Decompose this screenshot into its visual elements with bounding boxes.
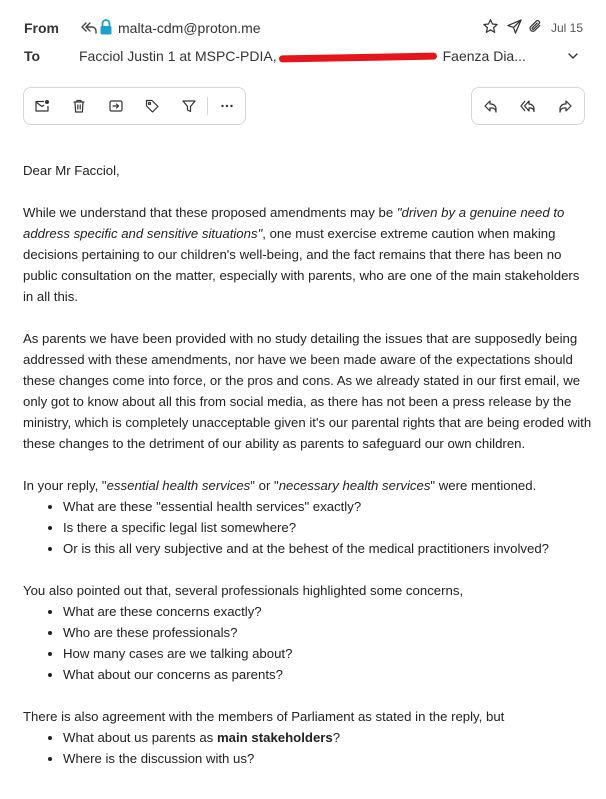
filter-button[interactable] [171,88,208,124]
email-date: Jul 15 [551,21,584,35]
recipients-list[interactable] [79,48,526,64]
list-item: • How many cases are we talking about? [63,643,593,664]
message-actions-toolbar [23,87,246,125]
list-item: • Who are these professionals? [63,622,593,643]
reply-all-icon [520,98,536,114]
redacted-recipient [279,52,437,62]
filter-icon [181,98,197,114]
label-icon [144,98,160,114]
reply-all-button[interactable] [509,88,546,124]
recipient-1[interactable]: Facciol Justin 1 at MSPC-PDIA, [79,48,277,64]
lock-icon [99,18,113,36]
mark-unread-button[interactable] [24,88,61,124]
from-row [0,16,606,40]
paragraph-2: As parents we have been provided with no study detailing the issues that are supposedly being addressed with these amendments, nor have we been made aware of the expectations should these changes come into force, or the pros and cons. As we already stated in our first email, we only got to know about all this from social media, as there has not been a press release by the ministry, which is completely unacceptable given it's our parental rights that are being eroded with these changes to the detriment of our ability as parents to safeguard our own children. [23,331,592,451]
email-body [23,160,593,769]
list-item: • Is there a specific legal list somewhere? [63,517,593,538]
greeting: Dear Mr Facciol, [23,163,120,178]
trash-icon [71,98,87,114]
chevron-down-icon[interactable] [566,50,580,62]
label-button[interactable] [134,88,171,124]
quoted-phrase: "driven by a genuine need to address specific and sensitive situations" [23,205,565,241]
paragraph-1: While we understand that these proposed amendments may be "driven by a genuine need to address specific and sensitive situations", one must exercise extreme caution when making decisions pertaining to our children's well-being, and the fact remains that there has been no public consultation on the matter, especially with parents, who are one of the main stakeholders in all this. [23,205,580,304]
reply-icon [483,98,499,114]
move-to-folder-icon [108,98,124,114]
question-list-2 [23,601,593,685]
paragraph-3: In your reply, "essential health services" or "necessary health services" were mentioned. [23,478,537,493]
from-label: From [24,20,59,36]
forward-icon [557,98,573,114]
list-item: • What are these concerns exactly? [63,601,593,622]
more-actions-button[interactable] [208,88,245,124]
to-label: To [24,48,41,64]
more-icon [219,98,235,114]
sender-email[interactable]: malta-cdm@proton.me [118,20,261,36]
attachment-icon [528,18,543,35]
question-list-1 [23,496,593,559]
mark-unread-icon [34,98,50,114]
reply-button[interactable] [472,88,509,124]
list-item: • Or is this all very subjective and at the behest of the medical practitioners involved? [63,538,593,559]
recipient-3[interactable]: Faenza Dia... [442,48,526,64]
list-item: • What are these "essential health services" exactly? [63,496,593,517]
star-icon[interactable] [482,18,499,35]
paragraph-5: There is also agreement with the members of Parliament as stated in the reply, but [23,709,505,724]
to-row [0,44,606,68]
list-item: • What about our concerns as parents? [63,664,593,685]
paragraph-4: You also pointed out that, several professionals highlighted some concerns, [23,583,464,598]
reply-toolbar [471,87,585,125]
forward-button[interactable] [546,88,583,124]
move-to-folder-button[interactable] [97,88,134,124]
list-item: • What about us parents as main stakeholders? [63,727,593,748]
delete-button[interactable] [61,88,98,124]
sent-icon [506,18,523,35]
question-list-3 [23,727,593,769]
list-item: • Where is the discussion with us? [63,748,593,769]
replied-all-indicator-icon [80,19,98,37]
